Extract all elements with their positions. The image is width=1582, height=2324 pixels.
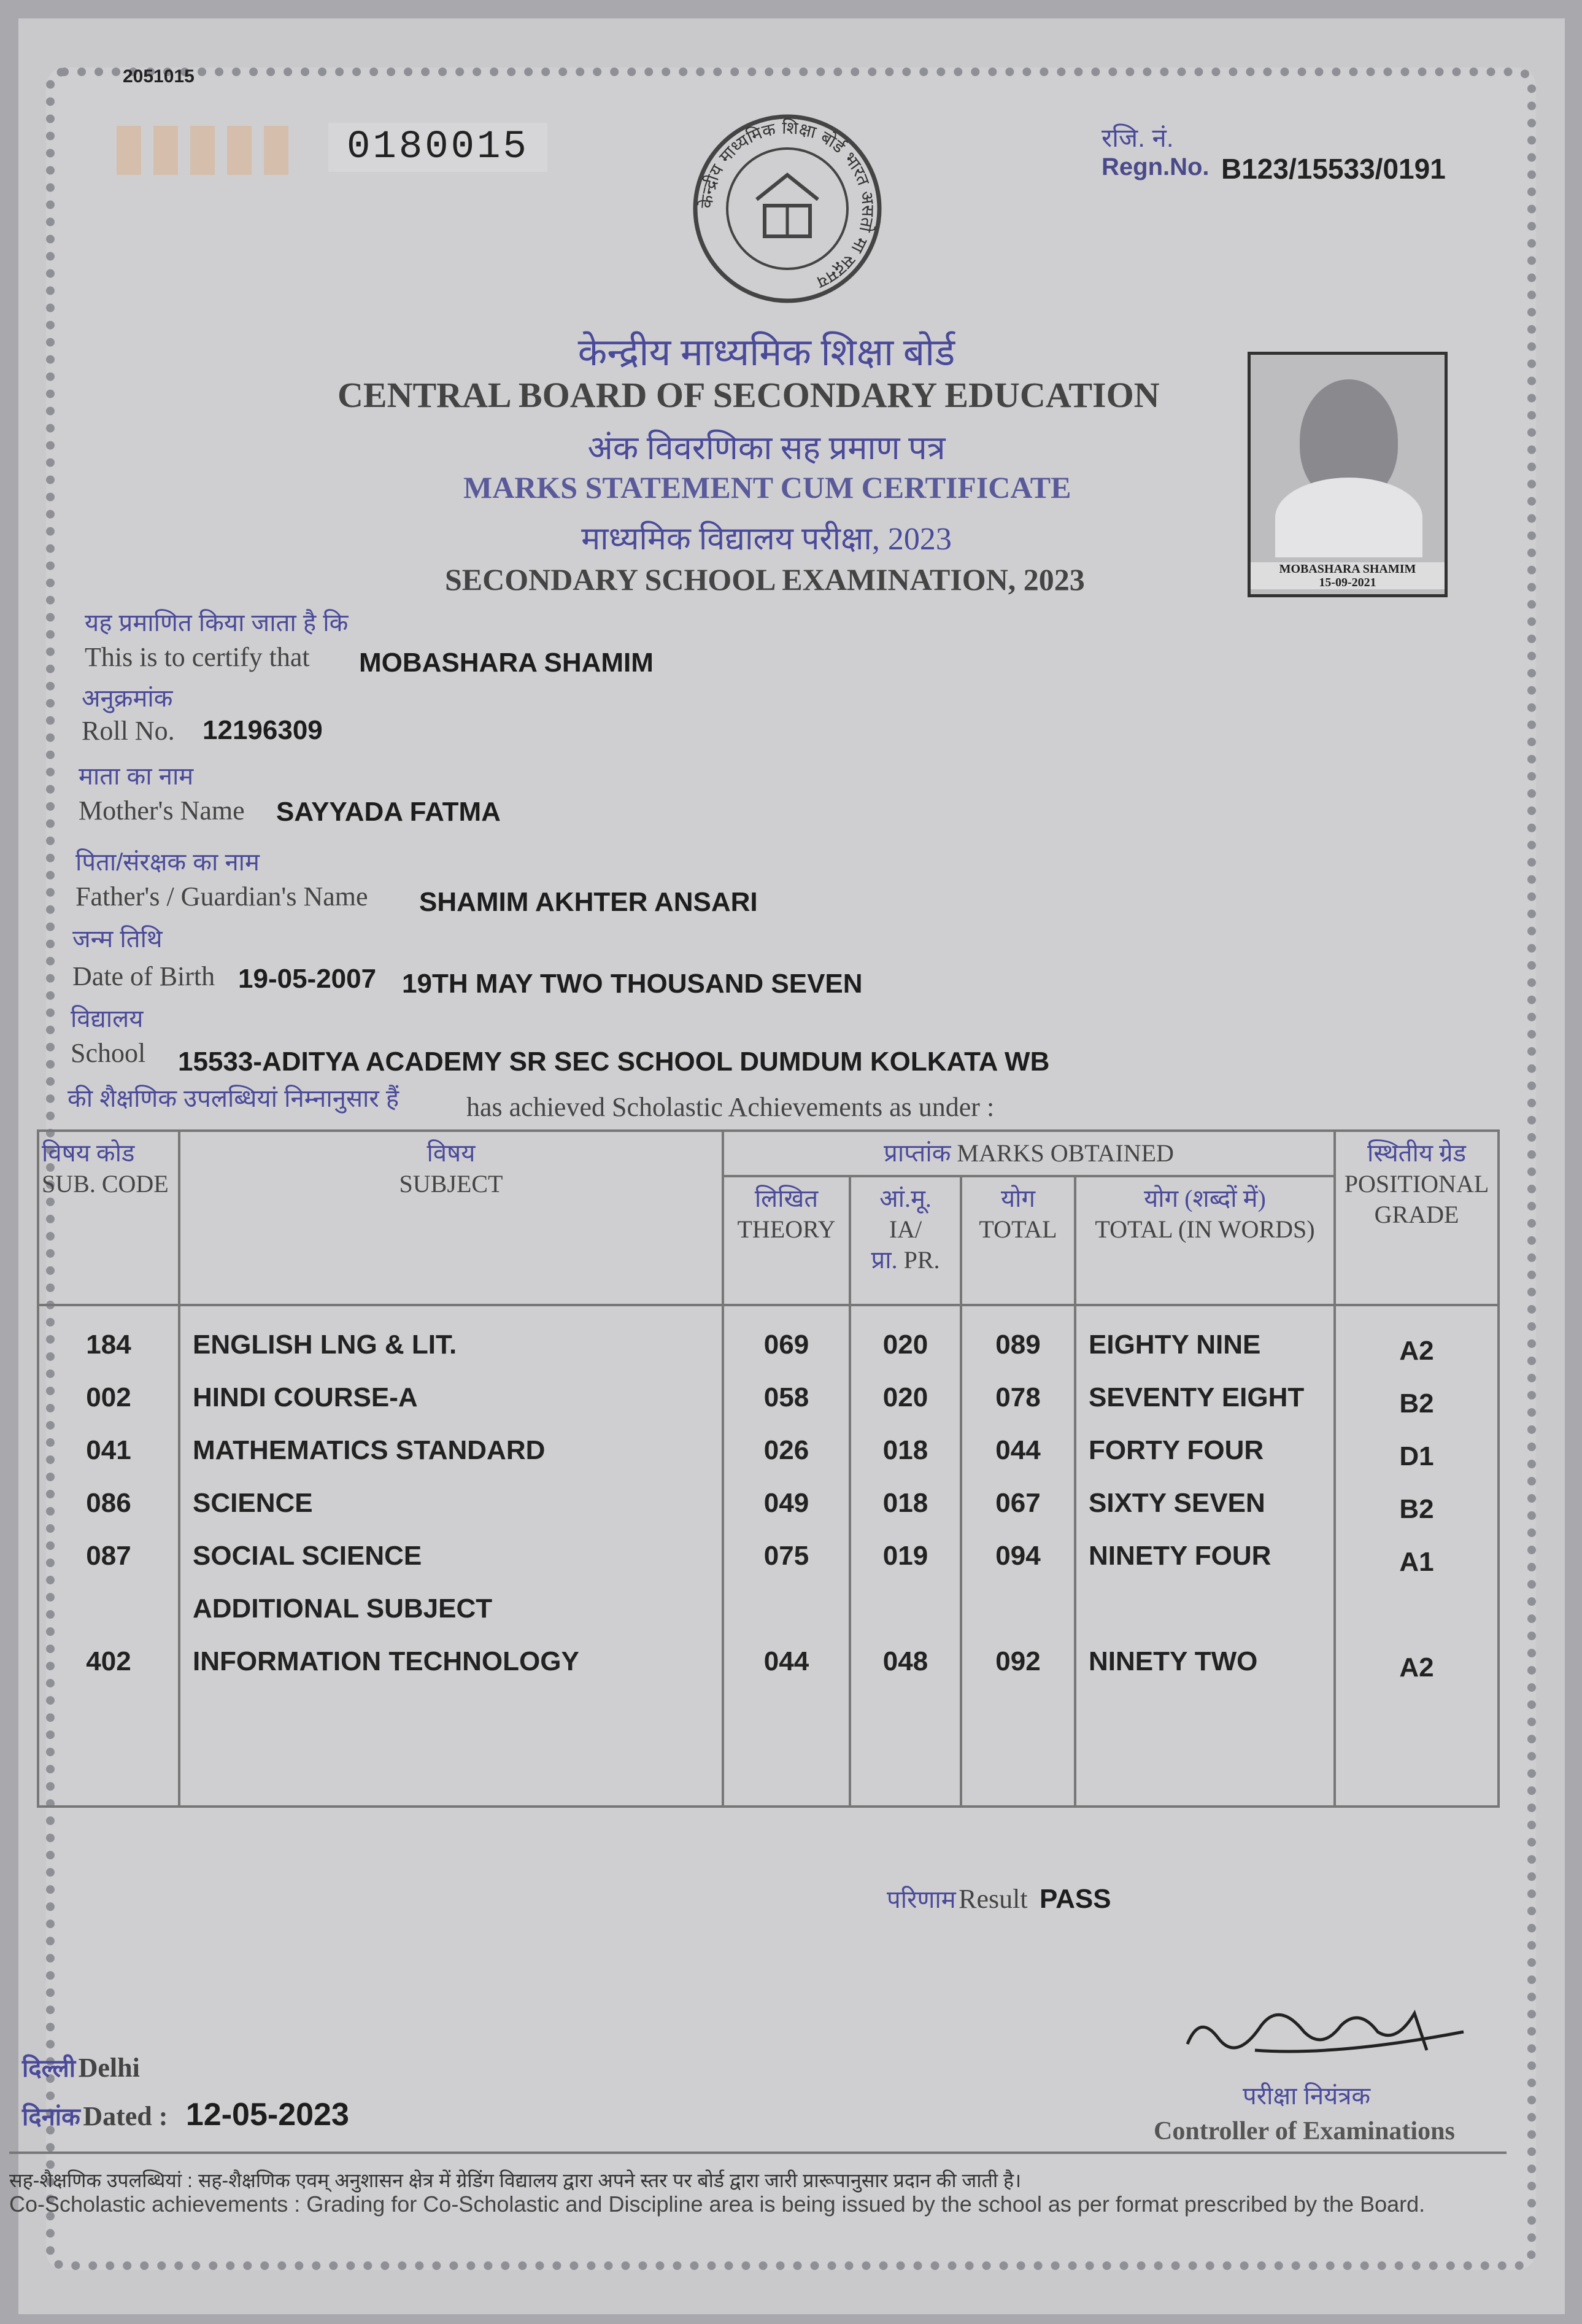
controller-hindi: परीक्षा नियंत्रक — [1243, 2083, 1371, 2110]
board-title: CENTRAL BOARD OF SECONDARY EDUCATION — [338, 375, 1160, 415]
footer-divider — [9, 2152, 1507, 2154]
father-label: Father's / Guardian's Name — [75, 881, 368, 912]
cbse-logo — [692, 114, 882, 304]
cell-total: 089 — [995, 1330, 1041, 1360]
board-title-hindi: केन्द्रीय माध्यमिक शिक्षा बोर्ड — [577, 332, 955, 374]
header-grade — [1335, 1131, 1499, 1305]
header-words-label: TOTAL (IN WORDS) — [1095, 1215, 1315, 1243]
roll-number: 12196309 — [203, 715, 323, 745]
cell-ia: 019 — [882, 1541, 928, 1571]
exam-title: SECONDARY SCHOOL EXAMINATION, 2023 — [445, 562, 1085, 597]
mother-name: SAYYADA FATMA — [276, 797, 501, 827]
certify-label: This is to certify that — [85, 642, 310, 672]
school-label: School — [71, 1038, 146, 1068]
header-code-hindi: विषय कोड — [42, 1139, 135, 1167]
lamp-book-emblem-icon — [692, 114, 882, 304]
header-subject-label: SUBJECT — [399, 1170, 503, 1198]
result-value: PASS — [1040, 1884, 1111, 1914]
header-pr-hindi: प्रा. — [871, 1246, 898, 1274]
place — [22, 2050, 140, 2084]
certify-hindi: यह प्रमाणित किया जाता है कि — [85, 610, 349, 637]
result-label: Result — [959, 1884, 1028, 1914]
school-hindi: विद्यालय — [71, 1005, 144, 1032]
header-total-words — [1075, 1176, 1335, 1305]
result — [887, 1881, 1111, 1915]
cell-grade: B2 — [1399, 1389, 1434, 1419]
cell-code: 402 — [86, 1646, 131, 1676]
dob-hindi: जन्म तिथि — [72, 926, 163, 953]
roll-label: Roll No. — [82, 716, 175, 746]
document-title: MARKS STATEMENT CUM CERTIFICATE — [463, 470, 1071, 505]
photo-caption-date: 15-09-2021 — [1319, 576, 1376, 589]
cell-subject: INFORMATION TECHNOLOGY — [193, 1646, 579, 1676]
header-subject-hindi: विषय — [426, 1139, 476, 1167]
cell-grade: A2 — [1399, 1652, 1434, 1683]
cell-total: 067 — [995, 1488, 1041, 1518]
header-marks-hindi: प्राप्तांक — [884, 1139, 951, 1167]
exam-title-hindi: माध्यमिक विद्यालय परीक्षा, 2023 — [581, 522, 952, 557]
cell-subject: ENGLISH LNG & LIT. — [193, 1330, 457, 1360]
cell-code: 086 — [86, 1488, 131, 1518]
header-total-hindi: योग — [1000, 1185, 1036, 1212]
school-name: 15533-ADITYA ACADEMY SR SEC SCHOOL DUMDUM KOLKATA WB — [178, 1047, 1050, 1077]
cell-words: NINETY TWO — [1089, 1646, 1258, 1676]
student-uniform — [1275, 478, 1422, 557]
logo-text: केन्द्रीय माध्यमिक शिक्षा बोर्ड भारत असतो मा सद्गमय — [696, 117, 879, 293]
dated-hindi: दिनांक — [22, 2104, 80, 2131]
father-name: SHAMIM AKHTER ANSARI — [419, 887, 758, 917]
date-value: 12-05-2023 — [185, 2097, 349, 2132]
cell-theory: 075 — [763, 1541, 809, 1571]
controller-signature-icon — [1181, 1989, 1476, 2075]
cell-words: NINETY FOUR — [1089, 1541, 1271, 1571]
header-total — [961, 1176, 1075, 1305]
header-words-hindi: योग (शब्दों में) — [1144, 1185, 1266, 1212]
dob-words: 19TH MAY TWO THOUSAND SEVEN — [402, 969, 863, 999]
date-issued — [22, 2096, 349, 2133]
security-pattern — [117, 126, 301, 175]
col-total — [961, 1305, 1075, 1807]
cell-theory: 058 — [763, 1382, 809, 1412]
header-code: SUB. CODE — [42, 1170, 169, 1198]
header-ia-hindi: आं.मू. — [879, 1185, 932, 1212]
student-name: MOBASHARA SHAMIM — [359, 648, 654, 678]
header-theory — [723, 1176, 850, 1305]
achieved-label: has achieved Scholastic Achievements as under : — [466, 1092, 995, 1122]
col-subject — [179, 1305, 723, 1807]
cell-total: 094 — [995, 1541, 1041, 1571]
col-ia — [850, 1305, 961, 1807]
serial-top: 2051015 — [123, 66, 195, 87]
controller-label: Controller of Examinations — [1154, 2117, 1455, 2145]
cell-code: 184 — [86, 1330, 131, 1360]
cell-ia: 018 — [882, 1488, 928, 1518]
cell-theory: 044 — [763, 1646, 809, 1676]
cell-grade: D1 — [1399, 1441, 1434, 1471]
col-words — [1075, 1305, 1335, 1807]
col-grade — [1335, 1305, 1499, 1807]
place-label: Delhi — [78, 2053, 140, 2083]
cell-theory: 049 — [763, 1488, 809, 1518]
cell-subject: MATHEMATICS STANDARD — [193, 1435, 546, 1465]
header-pr-label: PR. — [903, 1246, 940, 1274]
cell-words: SIXTY SEVEN — [1089, 1488, 1265, 1518]
cell-words: SEVENTY EIGHT — [1089, 1382, 1305, 1412]
header-total-label: TOTAL — [979, 1215, 1057, 1243]
cell-grade: A1 — [1399, 1547, 1434, 1577]
mother-label: Mother's Name — [79, 796, 245, 826]
cell-code: 041 — [86, 1435, 131, 1465]
cell-theory: 026 — [763, 1435, 809, 1465]
co-scholastic-note: Co-Scholastic achievements : Grading for Co-Scholastic and Discipline area is being issued by the school as per format prescribed by the Board. — [9, 2191, 1426, 2217]
photo-caption-name: MOBASHARA SHAMIM — [1279, 562, 1416, 576]
regn-label-hindi: रजि. नं. — [1102, 123, 1174, 152]
roll-hindi: अनुक्रमांक — [82, 685, 173, 712]
certificate-number: 0180015 — [328, 123, 547, 172]
cell-total: 092 — [995, 1646, 1041, 1676]
cell-ia: 020 — [882, 1382, 928, 1412]
student-photo — [1248, 352, 1448, 597]
dob-value: 19-05-2007 — [238, 964, 377, 994]
table-body — [38, 1305, 1499, 1807]
marks-table — [37, 1129, 1500, 1808]
cell-ia: 018 — [882, 1435, 928, 1465]
cell-total: 078 — [995, 1382, 1041, 1412]
cell-theory: 069 — [763, 1330, 809, 1360]
cell-ia: 020 — [882, 1330, 928, 1360]
cell-grade: B2 — [1399, 1494, 1434, 1524]
header-theory-label: THEORY — [737, 1215, 836, 1243]
cell-total: 044 — [995, 1435, 1041, 1465]
header-marks-label: MARKS OBTAINED — [957, 1139, 1174, 1167]
header-marks-obtained — [723, 1131, 1335, 1176]
cell-code: 002 — [86, 1382, 131, 1412]
father-hindi: पिता/संरक्षक का नाम — [75, 849, 260, 876]
place-hindi: दिल्ली — [22, 2055, 76, 2082]
dated-label: Dated : — [83, 2101, 168, 2131]
cell-grade: A2 — [1399, 1336, 1434, 1366]
cell-ia: 048 — [882, 1646, 928, 1676]
header-grade-label: POSITIONAL GRADE — [1344, 1170, 1489, 1228]
header-ia-pr — [850, 1176, 961, 1305]
header-sub-code — [38, 1131, 179, 1305]
regn-number: B123/15533/0191 — [1221, 153, 1446, 185]
header-ia-label: IA/ — [889, 1215, 922, 1243]
cell-subject: HINDI COURSE-A — [193, 1382, 418, 1412]
cell-code: 087 — [86, 1541, 131, 1571]
header-subject — [179, 1131, 723, 1305]
col-code — [38, 1305, 179, 1807]
regn-label: Regn.No. — [1102, 153, 1210, 180]
cell-subject: SOCIAL SCIENCE — [193, 1541, 422, 1571]
co-scholastic-note-hindi: सह-शैक्षणिक उपलब्धियां : सह-शैक्षणिक एवम् अनुशासन क्षेत्र में ग्रेडिंग विद्यालय द्वारा अपने स्तर पर बोर्ड द्वारा जारी प्रारूपानुसार प्रदान की जाती है। — [9, 2169, 1022, 2191]
cell-words: EIGHTY NINE — [1089, 1330, 1261, 1360]
mother-hindi: माता का नाम — [79, 763, 194, 790]
header-grade-hindi: स्थितीय ग्रेड — [1367, 1139, 1466, 1167]
document-title-hindi: अंक विवरणिका सह प्रमाण पत्र — [587, 430, 946, 467]
header-theory-hindi: लिखित — [754, 1185, 819, 1212]
cell-subject: SCIENCE — [193, 1488, 313, 1518]
cell-words: FORTY FOUR — [1089, 1435, 1264, 1465]
col-theory — [723, 1305, 850, 1807]
additional-subject-label: ADDITIONAL SUBJECT — [193, 1594, 493, 1624]
result-label-hindi: परिणाम — [887, 1886, 956, 1913]
achieved-hindi: की शैक्षणिक उपलब्धियां निम्नानुसार हैं — [68, 1085, 399, 1112]
dob-label: Date of Birth — [72, 961, 215, 991]
